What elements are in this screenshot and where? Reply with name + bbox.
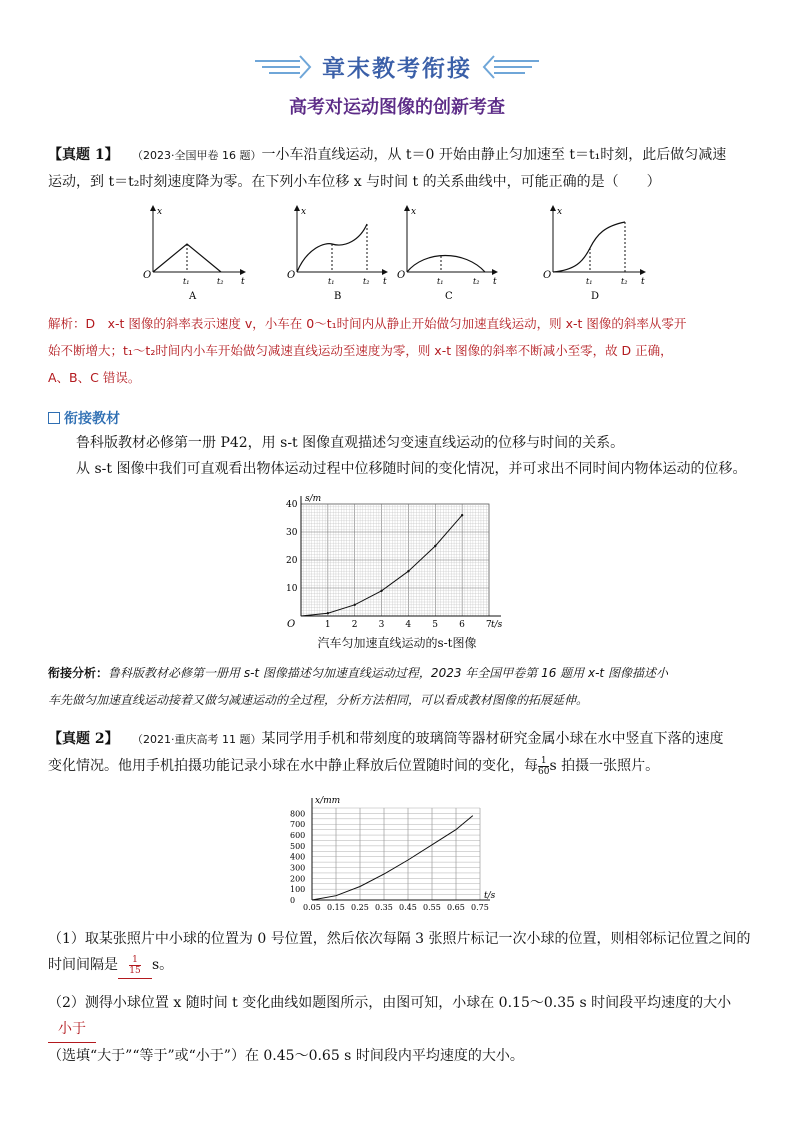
y-tick-label: 30 xyxy=(286,528,298,538)
q2-part1-answer-blank[interactable]: $\frac{1}{15}$ xyxy=(118,952,152,979)
graph-c-t1: t₁ xyxy=(437,277,444,286)
x-tick-label: 3 xyxy=(378,620,385,630)
graph-b-t-label: t xyxy=(383,277,387,287)
y-tick-label: 100 xyxy=(290,885,306,895)
q2-tag: 【真题 2】 xyxy=(48,731,119,747)
graph-c-t-label: t xyxy=(493,277,497,287)
x-tick-label: 5 xyxy=(432,620,439,630)
graph-a-origin: O xyxy=(143,270,152,281)
q2-text xyxy=(48,726,760,779)
graph-b-label: B xyxy=(334,291,342,302)
x-tick-label: 0.05 xyxy=(303,903,321,912)
data-point xyxy=(434,545,436,547)
graph-a-label: A xyxy=(189,291,197,302)
y-tick-label: 40 xyxy=(286,500,298,510)
x-tick-label: 6 xyxy=(459,620,465,630)
q2-part1 xyxy=(48,926,760,979)
graph-c-origin: O xyxy=(397,270,406,281)
data-point xyxy=(461,514,463,516)
graph-a-x-label: x xyxy=(157,207,163,217)
textbook-text xyxy=(76,430,760,482)
graph-d-origin: O xyxy=(543,270,552,281)
x-tick-label: 2 xyxy=(351,620,358,630)
checkbox-icon xyxy=(48,412,60,424)
q2-line2b: s 拍摄一张照片。 xyxy=(549,758,660,774)
q2-part2 xyxy=(48,990,760,1069)
y-tick-label: 0 xyxy=(290,896,296,905)
graph-a-t1: t₁ xyxy=(183,277,190,286)
graph-option-c[interactable] xyxy=(397,206,497,302)
q1-answer xyxy=(48,310,760,391)
x-tick-label: 7 xyxy=(486,620,492,630)
graph-option-d[interactable] xyxy=(543,206,645,302)
q2-part1-unit: s。 xyxy=(152,957,174,973)
analysis-line2: 车先做匀加速直线运动接着又做匀减速运动的全过程，分析方法相同，可以看成教材图像的拓展延伸。 xyxy=(48,693,589,707)
x-axis-label: t/s xyxy=(491,620,503,630)
textbook-line2: 从 s-t 图像中我们可直观看出物体运动过程中位移随时间的变化情况，并可求出不同时间内物体运动的位移。 xyxy=(76,461,747,477)
graph-c-x-label: x xyxy=(411,207,417,217)
y-axis-label: s/m xyxy=(305,494,322,504)
page-subtitle: 高考对运动图像的创新考查 xyxy=(289,97,505,118)
q2-part1-line2: 时间间隔是 xyxy=(48,957,118,973)
q2-fraction: $\frac{1}{60}$ xyxy=(538,755,550,777)
y-tick-label: 10 xyxy=(286,584,298,594)
y-tick-label: 200 xyxy=(290,874,306,884)
q1-source: （2023·全国甲卷 16 题） xyxy=(131,149,262,162)
y-tick-label: 800 xyxy=(290,809,306,819)
y-axis-label: x/mm xyxy=(315,796,341,806)
data-point xyxy=(354,604,356,606)
section-textbook-title: 衔接教材 xyxy=(64,411,120,427)
chart-s-t-caption: 汽车匀加速直线运动的s-t图像 xyxy=(317,636,477,650)
x-tick-label: 4 xyxy=(405,620,412,630)
analysis-label: 衔接分析： xyxy=(48,666,109,680)
q2-part2-line2: （选填“大于”“等于”或“小于”）在 0.45～0.65 s 时间段内平均速度的大小。 xyxy=(48,1048,524,1064)
q1-tag: 【真题 1】 xyxy=(48,147,119,163)
q2-line1: 某同学用手机和带刻度的玻璃筒等器材研究金属小球在水中竖直下落的速度 xyxy=(261,731,724,747)
chart-x-t xyxy=(268,790,508,920)
graph-b-x-label: x xyxy=(301,207,307,217)
graph-b-t1: t₁ xyxy=(328,277,335,286)
x-tick-label: 1 xyxy=(324,620,331,630)
analysis-text xyxy=(48,660,760,714)
y-tick-label: 700 xyxy=(290,820,306,830)
y-tick-label: 400 xyxy=(290,852,306,862)
y-tick-label: 20 xyxy=(286,556,298,566)
y-tick-label: 300 xyxy=(290,863,306,873)
data-point xyxy=(407,570,409,572)
analysis-line1: 鲁科版教材必修第一册用 s-t 图像描述匀加速直线运动过程，2023 年全国甲卷第 16 题用 x-t 图像描述小 xyxy=(108,666,668,680)
graph-b-origin: O xyxy=(287,270,296,281)
graph-c-t2: t₂ xyxy=(473,277,480,286)
graph-d-t1: t₁ xyxy=(586,277,593,286)
graph-option-a[interactable] xyxy=(143,206,245,302)
graph-c-label: C xyxy=(445,291,453,302)
graph-d-label: D xyxy=(591,291,600,302)
data-point xyxy=(327,612,329,614)
q1-answer-line2: 始不断增大；t₁～t₂时间内小车开始做匀减速直线运动至速度为零，则 x-t 图像的斜率不断减小至零，故 D 正确， xyxy=(48,343,673,358)
q2-part2-answer-blank[interactable]: 小于 xyxy=(48,1016,96,1043)
q1-text xyxy=(48,142,760,195)
chart-s-t xyxy=(275,490,535,635)
q1-line2: 运动，到 t＝t₂时刻速度降为零。在下列小车位移 x 与时间 t 的关系曲线中，可能正确的是（ ） xyxy=(48,174,661,190)
q1-option-graphs xyxy=(135,200,665,305)
graph-d-t-label: t xyxy=(641,277,645,287)
graph-b-t2: t₂ xyxy=(363,277,370,286)
q1-answer-line1: 解析：D x-t 图像的斜率表示速度 v，小车在 0～t₁时间内从静止开始做匀加速直线运动，则 x-t 图像的斜率从零开 xyxy=(48,316,687,331)
origin-label: O xyxy=(287,619,296,630)
q1-line1: 一小车沿直线运动，从 t＝0 开始由静止匀加速至 t＝t₁时刻，此后做匀减速 xyxy=(261,147,727,163)
page-banner-title: 章末教考衔接 xyxy=(322,56,472,82)
y-tick-label: 500 xyxy=(290,841,306,851)
x-tick-label: 0.15 xyxy=(327,903,345,912)
x-tick-label: 0.75 xyxy=(471,903,489,912)
q2-source: （2021·重庆高考 11 题） xyxy=(131,733,262,746)
q1-answer-line3: A、B、C 错误。 xyxy=(48,370,141,385)
q2-part2-line1: （2）测得小球位置 x 随时间 t 变化曲线如题图所示，由图可知，小球在 0.15～0.35 s 时间段平均速度的大小 xyxy=(48,995,732,1011)
q2-line2a: 变化情况。他用手机拍摄功能记录小球在水中静止释放后位置随时间的变化，每 xyxy=(48,758,538,774)
graph-d-t2: t₂ xyxy=(621,277,628,286)
x-tick-label: 0.25 xyxy=(351,903,369,912)
textbook-line1: 鲁科版教材必修第一册 P42，用 s-t 图像直观描述匀变速直线运动的位移与时间的关系。 xyxy=(76,435,625,451)
graph-d-x-label: x xyxy=(557,207,563,217)
x-tick-label: 0.65 xyxy=(447,903,465,912)
x-tick-label: 0.45 xyxy=(399,903,417,912)
x-axis-label: t/s xyxy=(484,891,496,901)
graph-a-t-label: t xyxy=(241,277,245,287)
x-tick-label: 0.35 xyxy=(375,903,393,912)
q2-part1-line1: （1）取某张照片中小球的位置为 0 号位置，然后依次每隔 3 张照片标记一次小球的位置，则相邻标记位置之间的 xyxy=(48,931,751,947)
data-point xyxy=(380,590,382,592)
section-textbook-heading xyxy=(48,408,120,428)
y-tick-label: 600 xyxy=(290,831,306,841)
graph-a-t2: t₂ xyxy=(217,277,224,286)
graph-option-b[interactable] xyxy=(287,206,387,302)
x-tick-label: 0.55 xyxy=(423,903,441,912)
